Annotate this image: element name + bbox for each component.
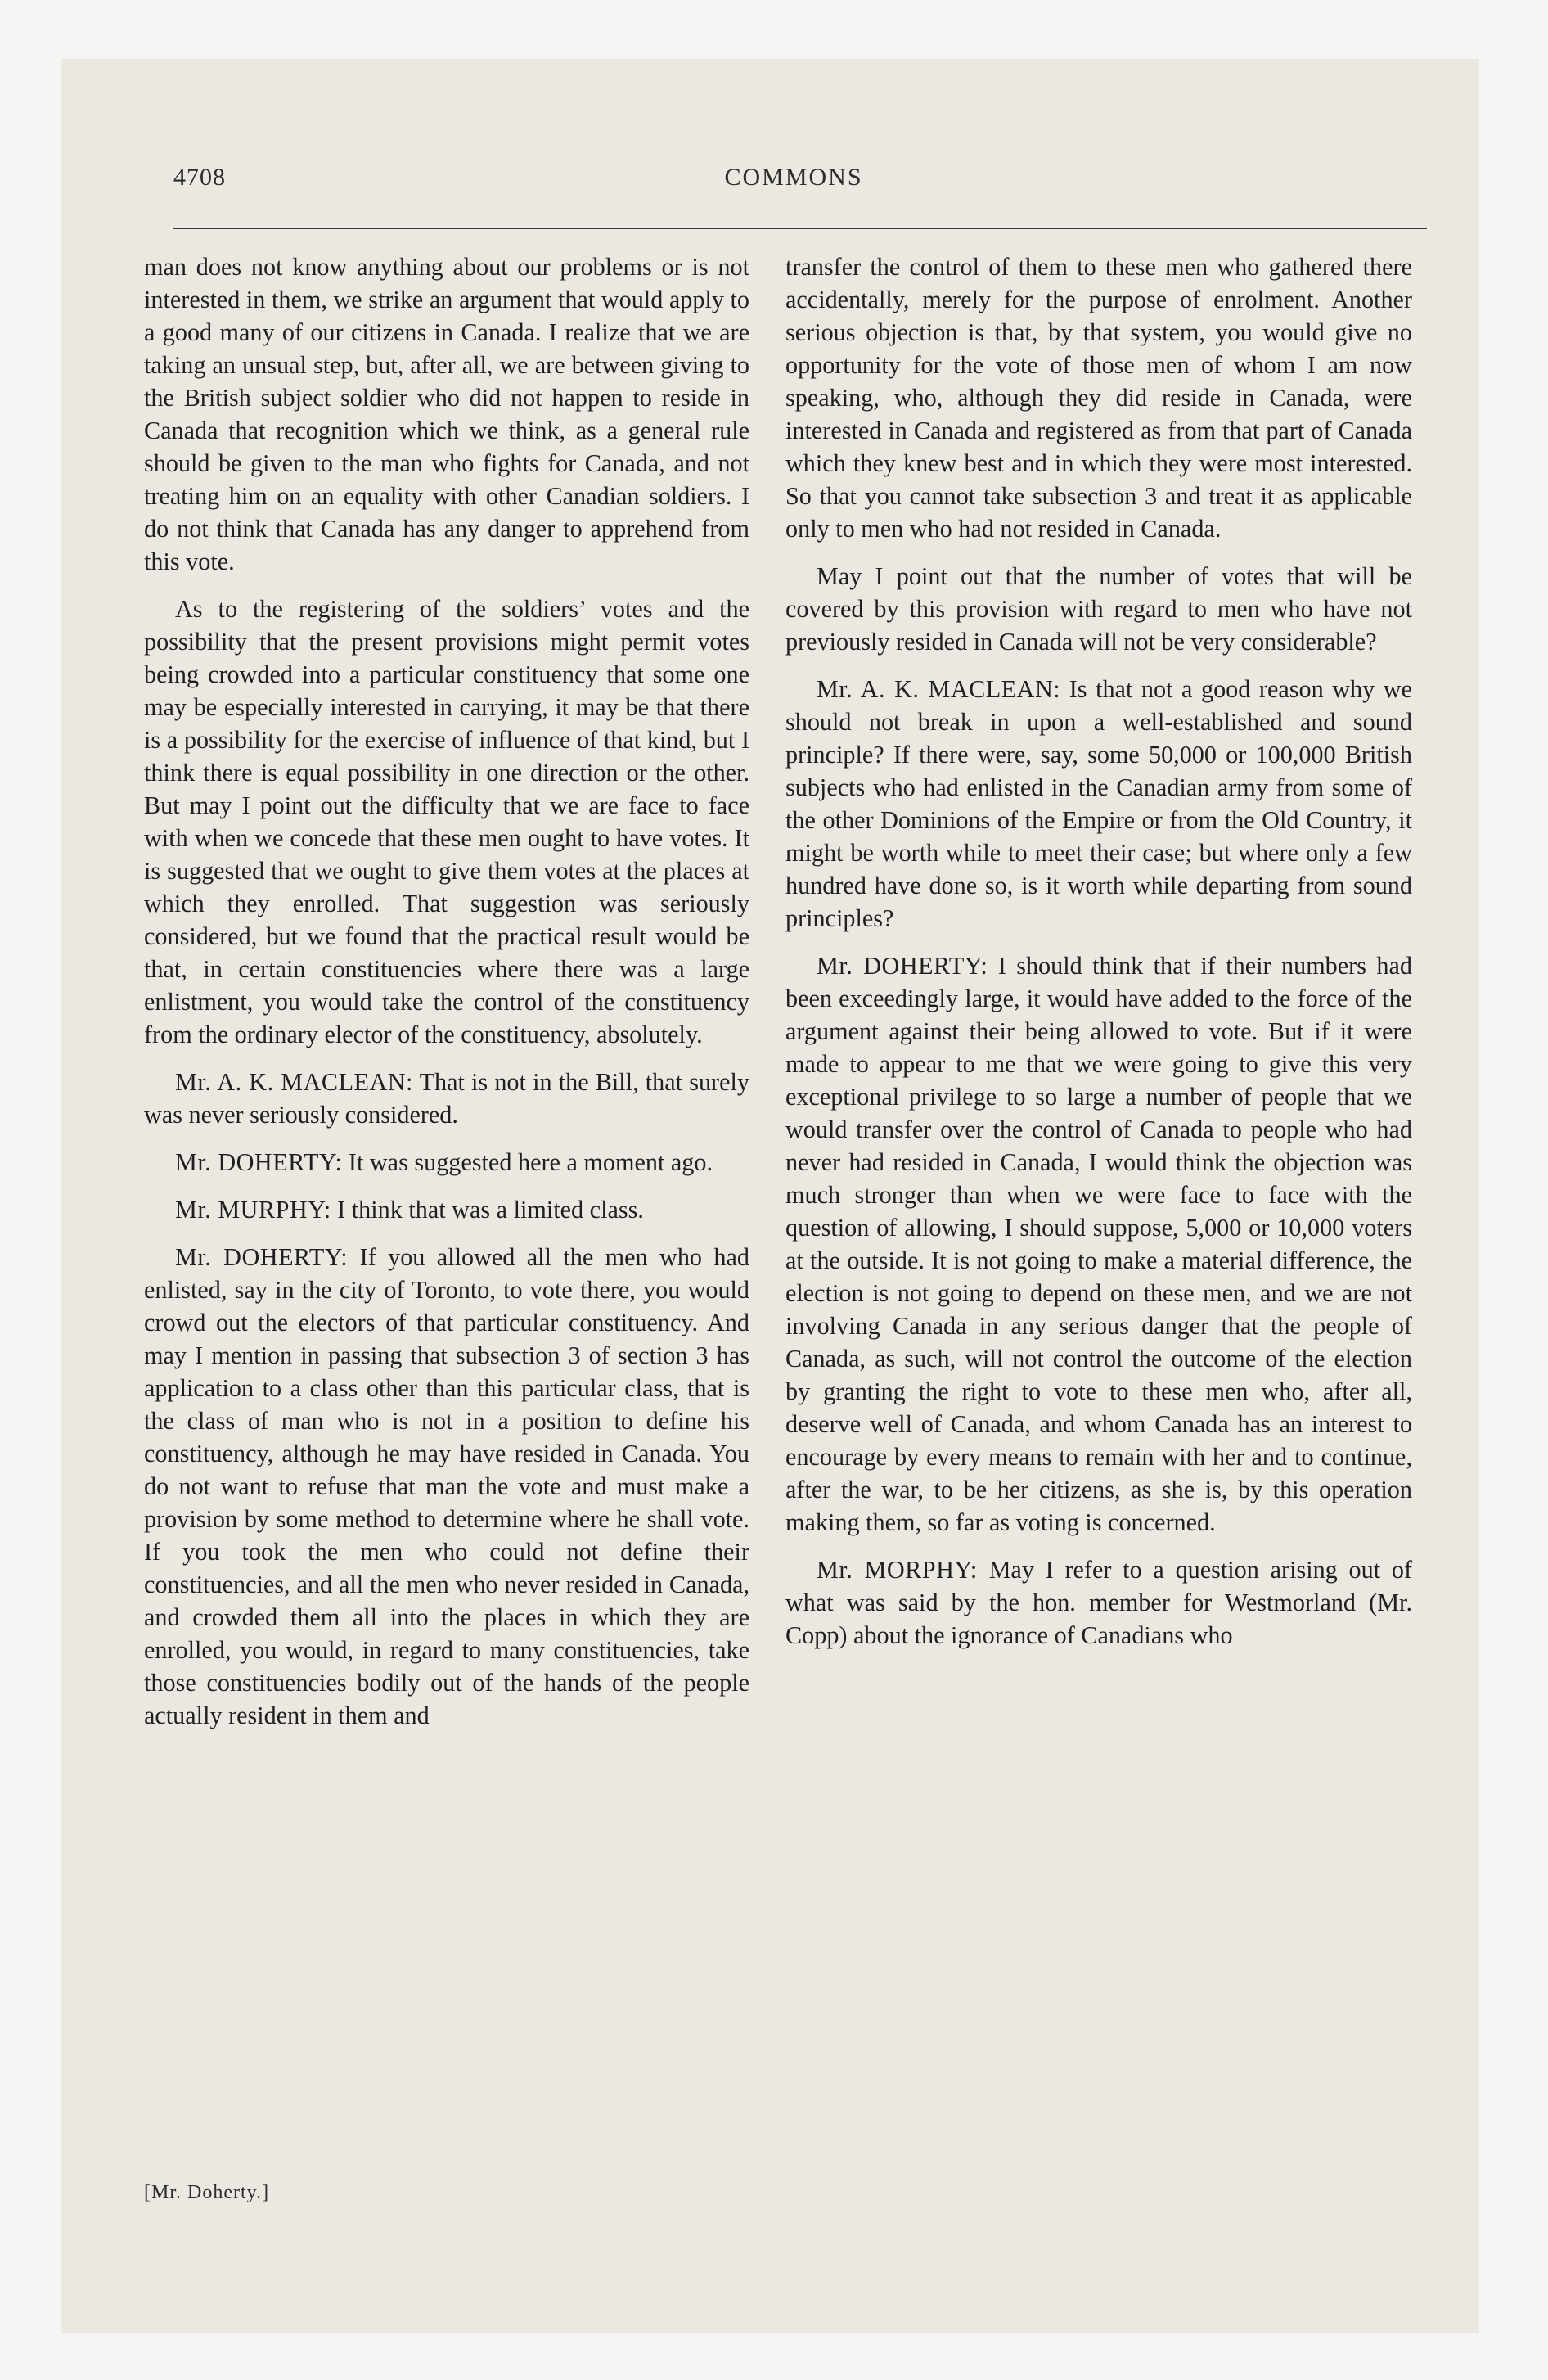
right-column (785, 250, 1412, 1666)
speech-paragraph (144, 1066, 749, 1131)
speech-paragraph (144, 1146, 749, 1179)
paragraph (785, 560, 1412, 658)
speech-text: I should think that if their numbers had been exceedingly large, it would have added to the force of the argument against their being allowed to vote. But if it were made to appear to me that we were going to give this very exceptional privilege to so large a number of people that we would transfer over the control of Canada to people who had never had resided in Canada, I would think the objection was much stronger than when we were face to face with the question of allowing, I should suppose, 5,000 or 10,000 voters at the outside. It is not going to make a material difference, the election is not going to depend on these men, and we are not involving Canada in any serious danger that the people of Canada, as such, will not control the outcome of the election by granting the right to vote to these men who, after all, deserve well of Canada, and whom Canada has an interest to encourage by every means to remain with her and to continue, after the war, to be her citizens, as she is, by this operation making them, so far as voting is concerned. (785, 952, 1413, 1536)
speaker-name: Mr. DOHERTY: (175, 1148, 343, 1176)
header-rule (173, 228, 1427, 229)
paragraph-text: transfer the control of them to these men who gathered there accidentally, merely for the purpose of enrolment. Another serious objection is that, by that system, you would give no opportunity for the vote of those men of whom I am now speaking, who, although they did reside in Canada, were interested in Canada and registered as from that part of Canada which they knew best and in which they were most interested. So that you cannot take subsection 3 and treat it as applicable only to men who had not resided in Canada. (785, 253, 1412, 543)
speaker-name: Mr. MURPHY: (175, 1196, 331, 1224)
speech-text: Is that not a good reason why we should not break in upon a well-established and sound principle? If there were, say, some 50,000 or 100,000 British subjects who had enlisted in the Canadian army from some of the other Dominions of the Empire or from the Old Country, it might be worth while to meet their case; but where only a few hundred have done so, is it worth while departing from sound principles? (785, 675, 1413, 932)
speaker-name: Mr. DOHERTY: (817, 952, 988, 980)
speaker-footer-note: [Mr. Doherty.] (144, 2182, 270, 2203)
speech-text: I think that was a limited class. (337, 1196, 644, 1224)
speaker-name: Mr. MORPHY: (817, 1556, 978, 1584)
paragraph (785, 250, 1412, 545)
running-title: COMMONS (724, 164, 863, 191)
paragraph-text: May I point out that the number of votes that will be covered by this provision with regard to men who have not previously resided in Canada will not be very considerable? (785, 562, 1412, 656)
paragraph-text: man does not know anything about our problems or is not interested in them, we strike an argument that would apply to a good many of our citizens in Canada. I realize that we are taking an unsual step, but, after all, we are between giving to the British subject soldier who did not happen to reside in Canada that recognition which we think, as a general rule should be given to the man who fights for Canada, and not treating him on an equality with other Canadian soldiers. I do not think that Canada has any danger to apprehend from this vote. (144, 253, 749, 575)
speech-text: May I refer to a question arising out of what was said by the hon. member for Westmorland (Mr. Copp) about the ignorance of Canadians who (785, 1556, 1413, 1649)
speech-paragraph (785, 1553, 1412, 1652)
speech-text: It was suggested here a moment ago. (348, 1148, 713, 1176)
paragraph (144, 250, 749, 578)
speech-paragraph (144, 1241, 749, 1732)
left-column (144, 250, 749, 1747)
speech-paragraph (785, 949, 1412, 1539)
speech-text: That is not in the Bill, that surely was never seriously considered. (144, 1068, 749, 1129)
speech-paragraph (144, 1193, 749, 1226)
speaker-name: Mr. DOHERTY: (175, 1243, 349, 1271)
speaker-name: Mr. A. K. MACLEAN: (817, 675, 1061, 703)
speech-paragraph (785, 673, 1412, 935)
paragraph (144, 593, 749, 1051)
paragraph-text: As to the registering of the soldiers’ votes and the possibility that the present provisions might permit votes being crowded into a particular constituency that some one may be especially interested in carrying, it may be that there is a possibility for the exercise of influence of that kind, but I think there is equal possibility in one direction or the other. But may I point out the difficulty that we are face to face with when we concede that these men ought to have votes. It is suggested that we ought to give them votes at the places at which they enrolled. That suggestion was seriously considered, but we found that the practical result would be that, in certain constituencies where there was a large enlistment, you would take the control of the constituency from the ordinary elector of the constituency, absolutely. (144, 595, 749, 1048)
speech-text: If you allowed all the men who had enlisted, say in the city of Toronto, to vote there, you would crowd out the electors of that particular constituency. And may I mention in passing that subsection 3 of section 3 has application to a class other than this particular class, that is the class of man who is not in a position to define his constituency, although he may have resided in Canada. You do not want to refuse that man the vote and must make a provision by some method to determine where he shall vote. If you took the men who could not define their constituencies, and all the men who never resided in Canada, and crowded them all into the places in which they are enrolled, you would, in regard to many constituencies, take those constituencies bodily out of the hands of the people actually resident in them and (144, 1243, 749, 1729)
speaker-name: Mr. A. K. MACLEAN: (175, 1068, 413, 1096)
page-number: 4708 (173, 164, 226, 191)
